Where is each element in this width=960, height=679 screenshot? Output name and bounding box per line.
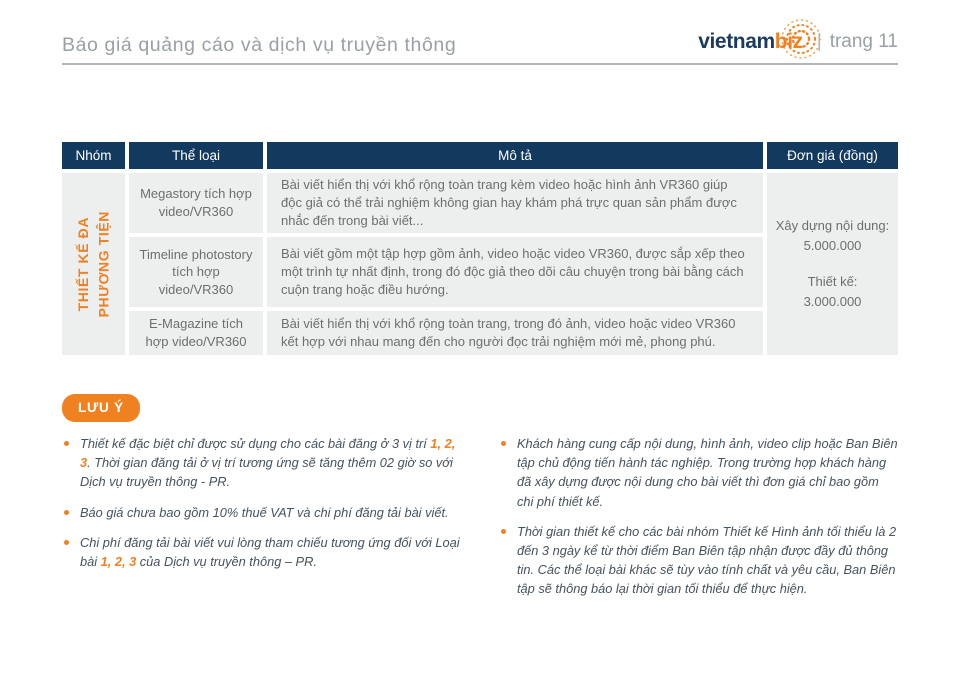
bullet-icon	[501, 441, 506, 446]
group-label-line1: THIẾT KẾ ĐA	[75, 216, 92, 312]
bullet-icon	[64, 510, 69, 515]
note-text: Khách hàng cung cấp nội dung, hình ảnh, video clip hoặc Ban Biên tập chủ động tiến hành tác nghiệp. Trong trường hợp khách hàng đã xây dựng được nội dung cho bài viết thì đơn giá chỉ bao gồm chi phí thiết kế.	[517, 436, 898, 509]
price-cell	[767, 173, 898, 355]
column-header-description: Mô tả	[267, 142, 763, 169]
bullet-icon	[501, 529, 506, 534]
page-title: Báo giá quảng cáo và dịch vụ truyền thông	[62, 34, 457, 56]
notes-column-left	[62, 434, 461, 610]
price-label-design: Thiết kế:	[807, 274, 858, 289]
table-row-description: Bài viết hiển thị với khổ rộng toàn trang, trong đó ảnh, video hoặc video VR360 kết hợp với nhau mang đến cho người đọc trải nghiệm mới mẻ, phong phú.	[267, 311, 763, 355]
pricing-table	[62, 142, 898, 355]
price-value-design: 3.000.000	[803, 294, 862, 310]
price-value-content: 5.000.000	[803, 237, 862, 253]
note-text: Báo giá chưa bao gồm 10% thuế VAT và chi phí đăng tải bài viết.	[80, 504, 449, 520]
list-item	[499, 522, 898, 599]
bullet-icon	[64, 540, 69, 545]
table-row-type: Timeline photostory tích hợp video/VR360	[129, 237, 263, 307]
table-row-description: Bài viết gồm một tập hợp gồm ảnh, video hoặc video VR360, được sắp xếp theo một trình tự nhất định, trong đó độc giả theo dõi câu chuyện trong bài bằng cách cuộn trang hoặc điều hướng.	[267, 237, 763, 307]
logo-text	[698, 30, 803, 54]
notes-section	[62, 434, 898, 610]
list-item	[499, 434, 898, 511]
group-label	[73, 211, 114, 317]
logo-vietnam: vietnam	[698, 30, 775, 53]
price-label-content: Xây dựng nội dung:	[775, 217, 890, 233]
list-item	[62, 533, 461, 571]
note-badge: LƯU Ý	[62, 394, 140, 422]
note-text: Thiết kế đặc biệt chỉ được sử dụng cho các bài đăng ở 3 vị trí 1, 2, 3. Thời gian đăng tải ở vị trí tương ứng sẽ tăng thêm 02 giờ so với Dịch vụ truyền thông - PR.	[80, 436, 456, 490]
table-row-type: E-Magazine tích hợp video/VR360	[129, 311, 263, 355]
column-header-group: Nhóm	[62, 142, 125, 169]
note-text: Thời gian thiết kế cho các bài nhóm Thiết kế Hình ảnh tối thiểu là 2 đến 3 ngày kể từ thời điểm Ban Biên tập nhận được đầy đủ thông tin. Các thể loại bài khác sẽ tùy vào tính chất và yêu cầu, Ban Biên tập sẽ thông báo lại thời gian tối thiểu để thực hiện.	[517, 523, 897, 597]
logo-biz	[775, 30, 803, 54]
header-divider	[62, 63, 898, 65]
note-text: Chi phí đăng tải bài viết vui lòng tham chiếu tương ứng đối với Loại bài 1, 2, 3 của Dịch vụ truyền thông – PR.	[80, 534, 460, 569]
list-item	[62, 434, 461, 492]
separator-bar: |	[816, 31, 822, 52]
table-row-description: Bài viết hiển thị với khổ rộng toàn trang kèm video hoặc hình ảnh VR360 giúp độc giả có thể trải nghiệm không gian hay khám phá trực quan sản phẩm được nhắc đến trong bài viết...	[267, 173, 763, 233]
page-number-label	[817, 31, 898, 53]
brand-logo	[698, 30, 898, 54]
column-header-type: Thể loại	[129, 142, 263, 169]
group-cell	[62, 173, 125, 355]
logo-biz-text: biz	[774, 30, 803, 53]
notes-column-right	[499, 434, 898, 610]
bullet-icon	[64, 441, 69, 446]
list-item	[62, 503, 461, 522]
page-number-text: trang 11	[829, 31, 898, 52]
column-header-price: Đơn giá (đồng)	[767, 142, 898, 169]
table-row-type: Megastory tích hợp video/VR360	[129, 173, 263, 233]
group-label-line2: PHƯƠNG TIỆN	[95, 210, 112, 318]
